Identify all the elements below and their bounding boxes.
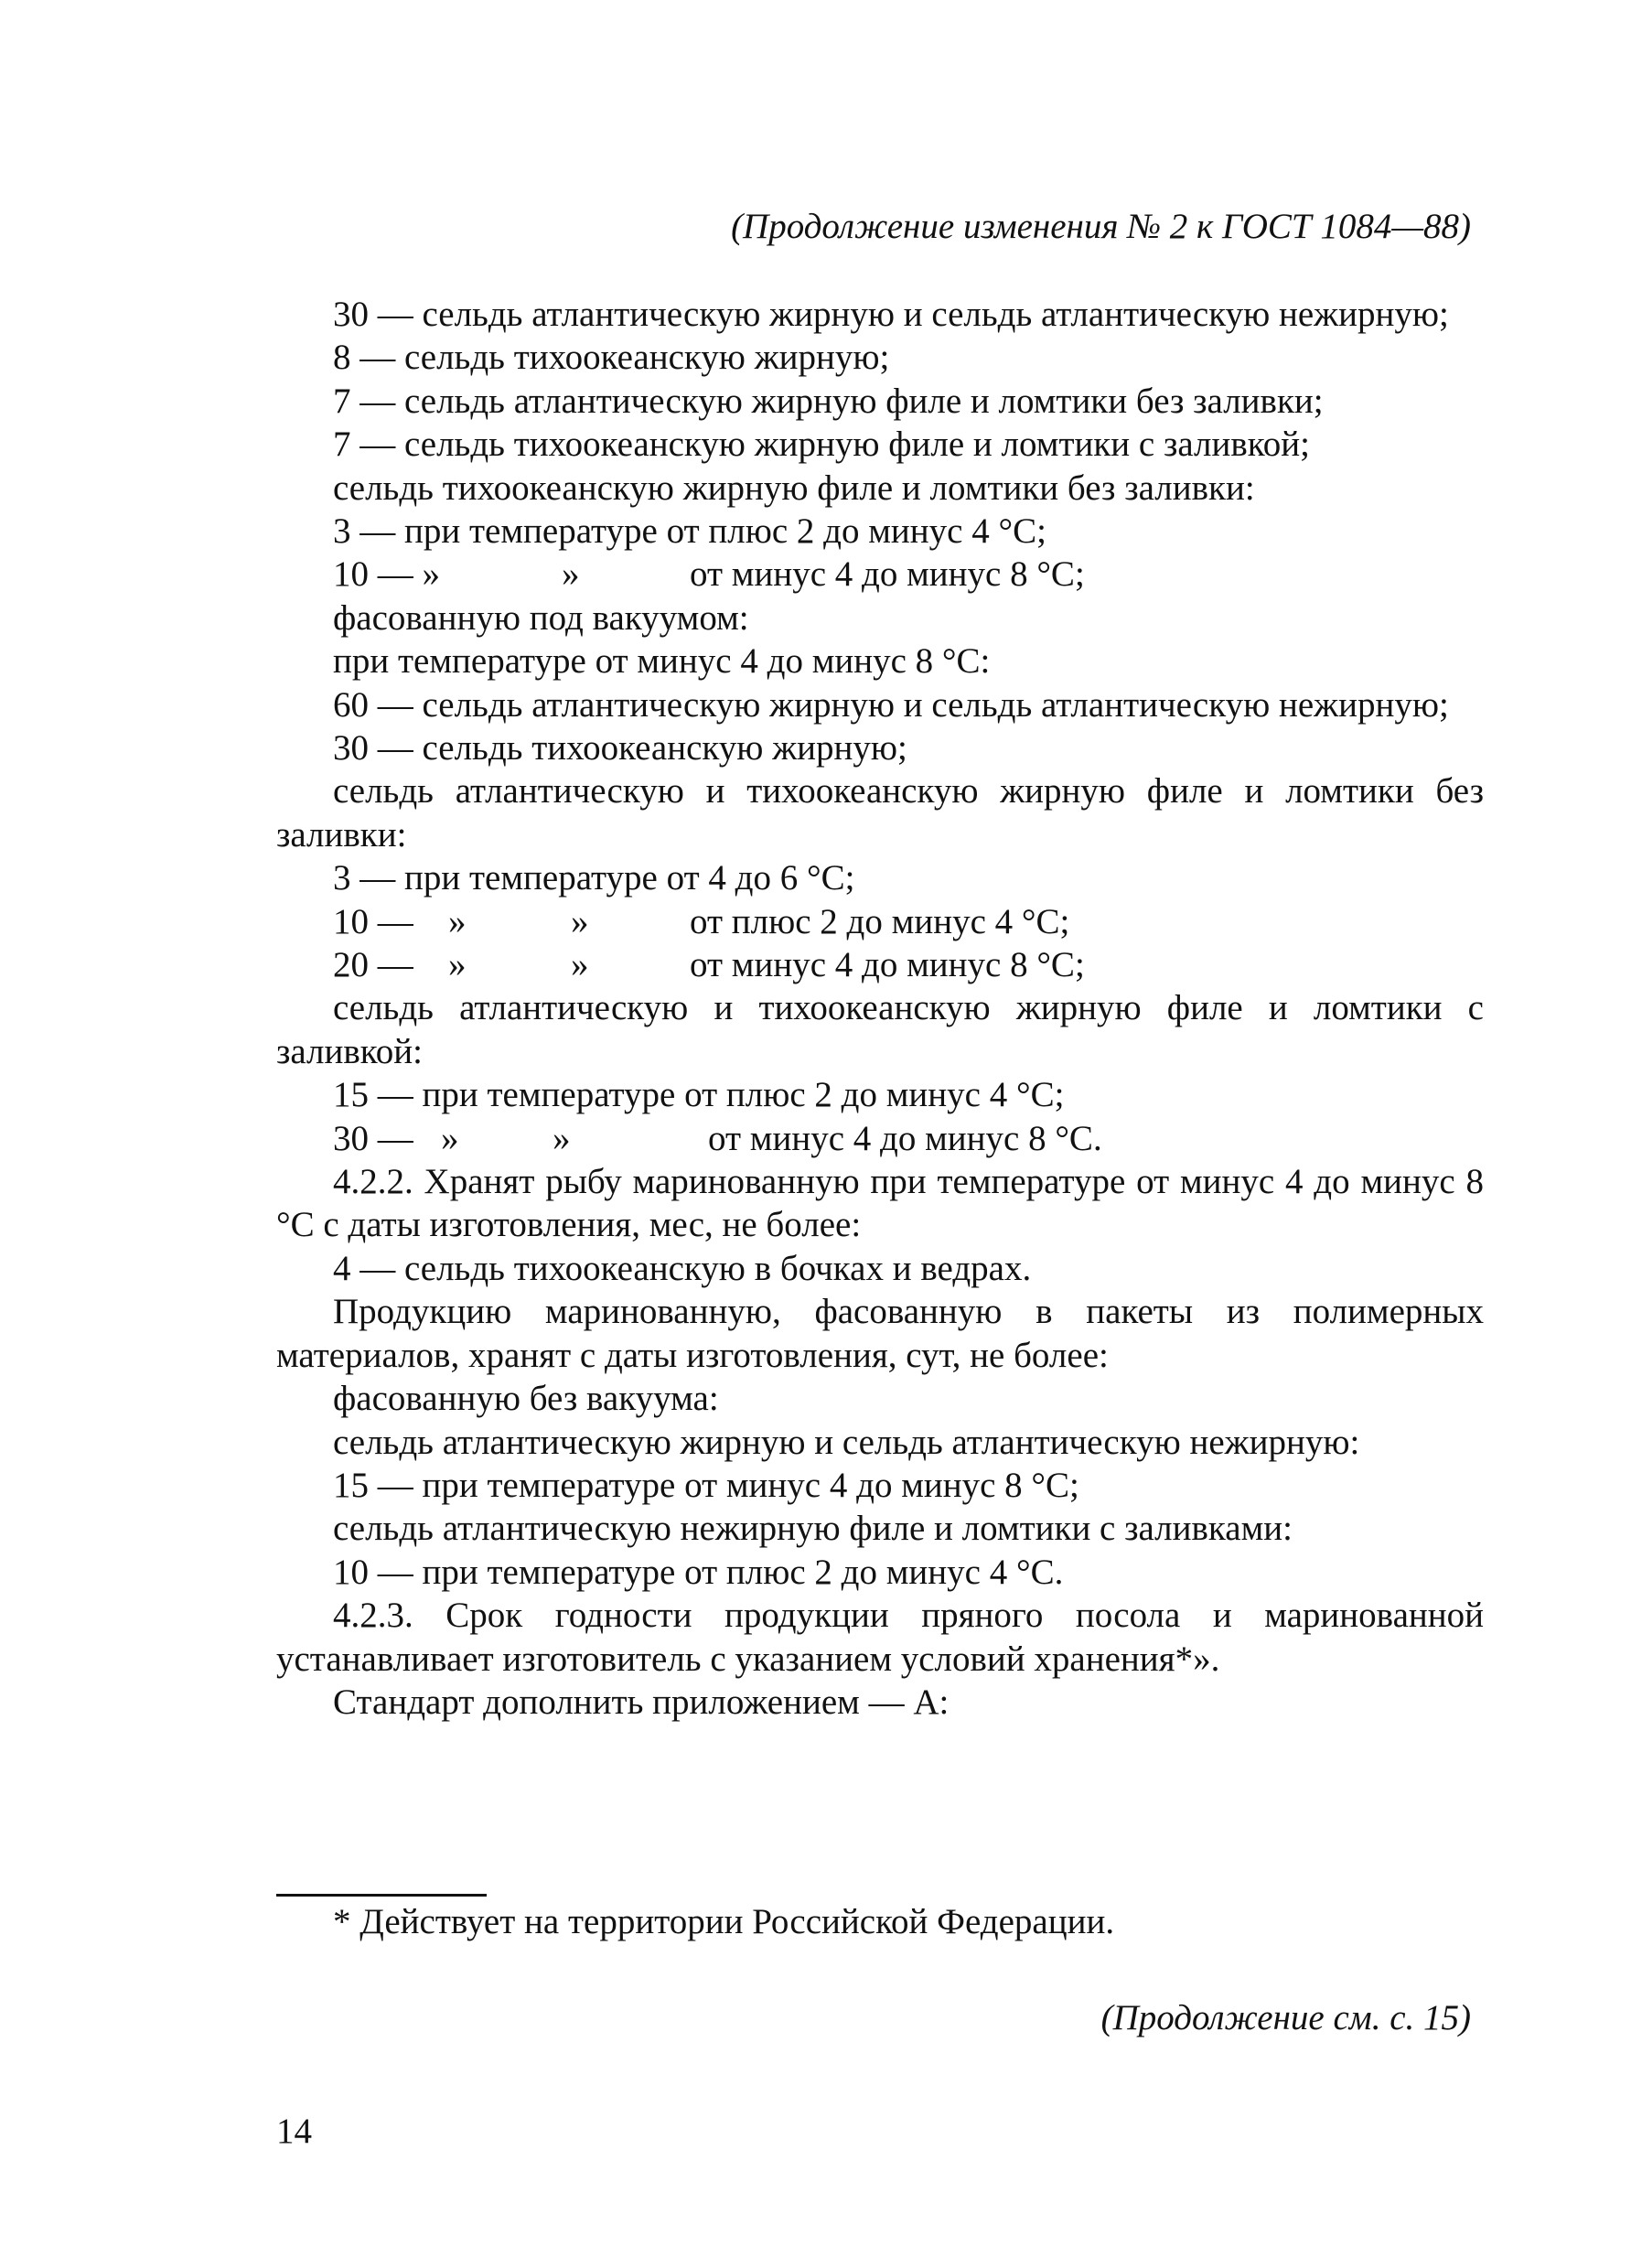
tab-cell: от минус 4 до минус 8 °C. [708, 1118, 1102, 1158]
tab-cell: » [553, 1118, 571, 1158]
tab-cell: от минус 4 до минус 8 °C; [690, 554, 1085, 595]
paragraph: 4.2.2. Хранят рыбу маринованную при температуре от минус 4 до минус 8 °C с даты изготовления, мес, не более: [276, 1162, 1484, 1245]
tab-cell: 20 — [333, 945, 413, 985]
paragraph: 8 — сельдь тихоокеанскую жирную; [333, 338, 890, 378]
tab-cell: » [441, 1118, 459, 1158]
tab-cell: 10 — [333, 901, 413, 941]
tabbed-line [276, 553, 1484, 596]
tab-cell: » [571, 901, 589, 941]
tab-cell: 10 — » [333, 554, 440, 595]
paragraph: сельдь атлантическую и тихоокеанскую жирную филе и ломтики без заливки: [276, 771, 1484, 855]
tab-cell: » [448, 901, 467, 941]
tabbed-line [276, 1117, 1484, 1160]
paragraph: 4.2.3. Срок годности продукции пряного посола и маринованной устанавливает изготовитель с указанием условий хранения*». [276, 1596, 1484, 1679]
tab-cell: » [448, 945, 467, 985]
footnote-divider [276, 1894, 487, 1897]
continuation-note: (Продолжение см. с. 15) [1100, 1998, 1471, 2037]
body-text [276, 293, 1484, 1724]
tab-cell: » [562, 554, 580, 595]
tab-cell: от минус 4 до минус 8 °C; [690, 945, 1085, 985]
tab-cell: 30 — [333, 1118, 413, 1158]
paragraph: сельдь атлантическую и тихоокеанскую жирную филе и ломтики с заливкой: [276, 988, 1484, 1071]
paragraph: фасованную без вакуума: [333, 1379, 719, 1419]
tabbed-line [276, 943, 1484, 986]
paragraph: 30 — сельдь атлантическую жирную и сельдь атлантическую нежирную; [333, 295, 1449, 334]
paragraph: сельдь тихоокеанскую жирную филе и ломтики без заливки: [333, 468, 1255, 508]
paragraph: 7 — сельдь тихоокеанскую жирную филе и ломтики с заливкой; [333, 425, 1310, 465]
paragraph: 30 — сельдь тихоокеанскую жирную; [333, 728, 907, 769]
paragraph: фасованную под вакуумом: [333, 597, 749, 638]
paragraph: 7 — сельдь атлантическую жирную филе и ломтики без заливки; [333, 381, 1324, 421]
paragraph: 3 — при температуре от 4 до 6 °C; [333, 858, 855, 898]
paragraph: 60 — сельдь атлантическую жирную и сельдь атлантическую нежирную; [333, 684, 1449, 725]
running-header: (Продолжение изменения № 2 к ГОСТ 1084—88) [731, 207, 1471, 246]
paragraph: 4 — сельдь тихоокеанскую в бочках и ведрах. [333, 1248, 1032, 1288]
paragraph: 15 — при температуре от плюс 2 до минус 4 °C; [333, 1075, 1065, 1115]
footnote: * Действует на территории Российской Федерации. [333, 1902, 1115, 1941]
tabbed-line [276, 900, 1484, 943]
paragraph: 15 — при температуре от минус 4 до минус 8 °C; [333, 1465, 1079, 1505]
tab-cell: от плюс 2 до минус 4 °C; [690, 901, 1070, 941]
paragraph: Стандарт дополнить приложением — А: [333, 1682, 950, 1722]
paragraph: сельдь атлантическую нежирную филе и ломтики с заливками: [333, 1509, 1293, 1549]
page-number: 14 [276, 2112, 312, 2151]
tab-cell: » [571, 945, 589, 985]
paragraph: 3 — при температуре от плюс 2 до минус 4 °C; [333, 511, 1046, 552]
paragraph: Продукцию маринованную, фасованную в пакеты из полимерных материалов, хранят с даты изготовления, сут, не более: [276, 1292, 1484, 1375]
paragraph: при температуре от минус 4 до минус 8 °C: [333, 641, 991, 682]
paragraph: сельдь атлантическую жирную и сельдь атлантическую нежирную: [333, 1422, 1360, 1462]
paragraph: 10 — при температуре от плюс 2 до минус 4 °C. [333, 1552, 1064, 1592]
